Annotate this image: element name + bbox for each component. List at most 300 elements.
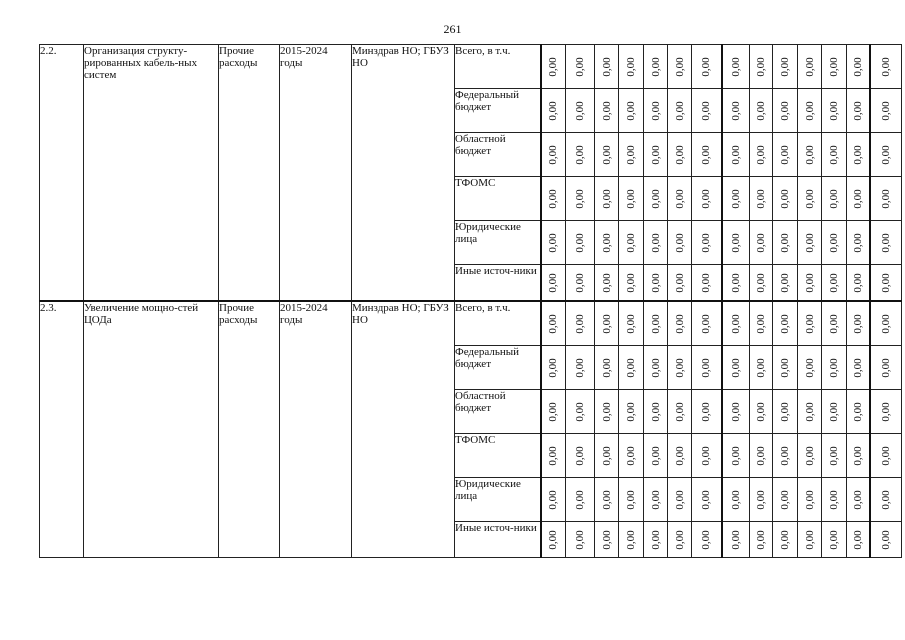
value-text: 0,00 (755, 144, 767, 165)
value-text: 0,00 (673, 100, 686, 121)
value-cell (619, 522, 644, 558)
value-cell (750, 478, 773, 522)
value-cell (822, 434, 847, 478)
funding-source-label: Федеральный бюджет (455, 346, 541, 390)
value-text: 0,00 (547, 56, 560, 77)
value-cell (644, 522, 668, 558)
value-cell (722, 177, 750, 221)
value-text: 0,00 (803, 232, 816, 253)
value-text: 0,00 (851, 232, 864, 253)
value-cell (644, 478, 668, 522)
value-text: 0,00 (700, 100, 713, 121)
value-cell (595, 133, 619, 177)
value-cell (722, 390, 750, 434)
value-cell (566, 89, 595, 133)
value-cell (750, 89, 773, 133)
value-cell (692, 265, 722, 302)
value-text: 0,00 (879, 489, 892, 510)
value-text: 0,00 (755, 529, 767, 550)
value-cell (750, 221, 773, 265)
funding-source-label: Иные источ-ники (455, 522, 541, 558)
measure-number: 2.3. (40, 301, 84, 558)
value-text: 0,00 (828, 357, 840, 378)
value-cell (773, 434, 798, 478)
value-cell (822, 133, 847, 177)
value-cell (595, 221, 619, 265)
value-cell (692, 177, 722, 221)
value-cell (798, 434, 822, 478)
value-text: 0,00 (729, 401, 742, 422)
value-text: 0,00 (828, 56, 840, 77)
value-text: 0,00 (879, 529, 892, 550)
value-cell (644, 301, 668, 346)
value-cell (541, 301, 566, 346)
value-cell (541, 89, 566, 133)
value-text: 0,00 (600, 232, 613, 253)
value-text: 0,00 (851, 401, 864, 422)
value-cell (847, 45, 870, 89)
value-cell (692, 478, 722, 522)
value-text: 0,00 (673, 357, 686, 378)
value-cell (644, 434, 668, 478)
value-cell (773, 221, 798, 265)
value-text: 0,00 (729, 232, 742, 253)
funding-source-label: Всего, в т.ч. (455, 301, 541, 346)
value-cell (644, 221, 668, 265)
value-text: 0,00 (879, 100, 892, 121)
value-cell (750, 265, 773, 302)
measure-executor: Минздрав НО; ГБУЗ НО (352, 301, 455, 558)
value-cell (822, 478, 847, 522)
value-cell (541, 221, 566, 265)
value-text: 0,00 (649, 489, 662, 510)
value-cell (668, 522, 692, 558)
value-cell (822, 221, 847, 265)
value-cell (595, 177, 619, 221)
value-cell (541, 177, 566, 221)
value-cell (619, 265, 644, 302)
value-text: 0,00 (779, 56, 791, 77)
value-cell (722, 434, 750, 478)
value-text: 0,00 (729, 100, 742, 121)
value-cell (798, 221, 822, 265)
value-text: 0,00 (755, 272, 767, 293)
value-text: 0,00 (547, 100, 560, 121)
value-cell (722, 301, 750, 346)
value-text: 0,00 (779, 188, 791, 209)
funding-source-label: Всего, в т.ч. (455, 45, 541, 89)
value-cell (870, 434, 902, 478)
value-cell (722, 265, 750, 302)
value-cell (722, 522, 750, 558)
value-text: 0,00 (851, 56, 864, 77)
value-cell (692, 89, 722, 133)
value-text: 0,00 (600, 445, 613, 466)
value-cell (847, 390, 870, 434)
table-row (40, 45, 902, 89)
value-text: 0,00 (625, 445, 637, 466)
value-text: 0,00 (574, 489, 586, 510)
value-cell (692, 301, 722, 346)
value-text: 0,00 (779, 401, 791, 422)
value-cell (541, 346, 566, 390)
value-text: 0,00 (803, 272, 816, 293)
value-text: 0,00 (625, 232, 637, 253)
value-text: 0,00 (673, 272, 686, 293)
value-cell (773, 301, 798, 346)
value-cell (566, 346, 595, 390)
value-text: 0,00 (649, 357, 662, 378)
value-text: 0,00 (574, 529, 586, 550)
value-text: 0,00 (755, 100, 767, 121)
value-text: 0,00 (828, 529, 840, 550)
value-text: 0,00 (828, 445, 840, 466)
value-text: 0,00 (547, 489, 560, 510)
measure-expense-type: Прочие расходы (219, 45, 280, 302)
value-text: 0,00 (779, 445, 791, 466)
value-cell (870, 177, 902, 221)
value-cell (822, 89, 847, 133)
value-text: 0,00 (600, 401, 613, 422)
value-cell (692, 221, 722, 265)
value-cell (798, 89, 822, 133)
value-text: 0,00 (574, 357, 586, 378)
funding-source-label: Юридические лица (455, 221, 541, 265)
value-cell (722, 346, 750, 390)
value-text: 0,00 (700, 357, 713, 378)
value-text: 0,00 (600, 272, 613, 293)
value-text: 0,00 (625, 401, 637, 422)
value-text: 0,00 (673, 529, 686, 550)
value-text: 0,00 (803, 313, 816, 334)
value-cell (566, 434, 595, 478)
value-text: 0,00 (600, 100, 613, 121)
value-cell (722, 45, 750, 89)
value-text: 0,00 (803, 188, 816, 209)
value-text: 0,00 (879, 445, 892, 466)
value-cell (722, 133, 750, 177)
table-row (40, 301, 902, 346)
value-text: 0,00 (879, 272, 892, 293)
value-text: 0,00 (828, 100, 840, 121)
value-text: 0,00 (625, 100, 637, 121)
value-text: 0,00 (729, 144, 742, 165)
value-cell (847, 478, 870, 522)
value-cell (668, 434, 692, 478)
measure-name: Увеличение мощно-стей ЦОДа (84, 301, 219, 558)
value-cell (750, 346, 773, 390)
value-cell (668, 478, 692, 522)
value-text: 0,00 (803, 144, 816, 165)
value-text: 0,00 (779, 357, 791, 378)
value-text: 0,00 (600, 56, 613, 77)
value-text: 0,00 (547, 357, 560, 378)
value-text: 0,00 (828, 232, 840, 253)
value-cell (798, 177, 822, 221)
value-cell (619, 478, 644, 522)
value-text: 0,00 (851, 357, 864, 378)
funding-source-label: ТФОМС (455, 177, 541, 221)
value-text: 0,00 (879, 144, 892, 165)
value-text: 0,00 (755, 188, 767, 209)
value-cell (566, 301, 595, 346)
value-text: 0,00 (779, 529, 791, 550)
value-text: 0,00 (600, 489, 613, 510)
measure-name: Организация структу-рированных кабель-ных систем (84, 45, 219, 302)
value-cell (798, 522, 822, 558)
value-cell (595, 45, 619, 89)
value-cell (847, 346, 870, 390)
value-cell (668, 301, 692, 346)
value-text: 0,00 (600, 144, 613, 165)
value-cell (619, 434, 644, 478)
value-cell (870, 221, 902, 265)
value-cell (541, 390, 566, 434)
value-text: 0,00 (828, 144, 840, 165)
value-cell (566, 221, 595, 265)
value-text: 0,00 (828, 313, 840, 334)
value-cell (847, 522, 870, 558)
measure-period: 2015-2024 годы (280, 301, 352, 558)
value-cell (644, 390, 668, 434)
value-cell (692, 390, 722, 434)
value-cell (750, 522, 773, 558)
value-cell (595, 478, 619, 522)
value-cell (566, 390, 595, 434)
value-text: 0,00 (879, 313, 892, 334)
value-text: 0,00 (779, 232, 791, 253)
value-cell (870, 301, 902, 346)
value-cell (668, 45, 692, 89)
value-text: 0,00 (547, 401, 560, 422)
value-text: 0,00 (673, 313, 686, 334)
value-text: 0,00 (673, 489, 686, 510)
value-text: 0,00 (851, 100, 864, 121)
value-cell (619, 133, 644, 177)
value-cell (847, 89, 870, 133)
value-cell (798, 265, 822, 302)
value-text: 0,00 (828, 188, 840, 209)
value-text: 0,00 (700, 445, 713, 466)
measure-executor: Минздрав НО; ГБУЗ НО (352, 45, 455, 302)
value-text: 0,00 (755, 56, 767, 77)
value-text: 0,00 (700, 272, 713, 293)
value-text: 0,00 (729, 445, 742, 466)
value-cell (595, 390, 619, 434)
value-cell (541, 434, 566, 478)
value-cell (847, 434, 870, 478)
value-cell (541, 265, 566, 302)
value-cell (692, 45, 722, 89)
value-text: 0,00 (574, 445, 586, 466)
value-text: 0,00 (779, 313, 791, 334)
value-cell (566, 177, 595, 221)
value-cell (798, 45, 822, 89)
value-text: 0,00 (803, 357, 816, 378)
value-cell (541, 45, 566, 89)
value-text: 0,00 (574, 232, 586, 253)
value-text: 0,00 (803, 56, 816, 77)
value-cell (773, 522, 798, 558)
value-text: 0,00 (700, 144, 713, 165)
value-cell (773, 346, 798, 390)
value-cell (870, 89, 902, 133)
measure-expense-type: Прочие расходы (219, 301, 280, 558)
value-cell (870, 390, 902, 434)
value-text: 0,00 (547, 232, 560, 253)
value-text: 0,00 (700, 188, 713, 209)
value-text: 0,00 (700, 489, 713, 510)
value-text: 0,00 (673, 401, 686, 422)
value-cell (668, 265, 692, 302)
value-cell (619, 301, 644, 346)
value-text: 0,00 (879, 188, 892, 209)
value-text: 0,00 (803, 401, 816, 422)
value-text: 0,00 (779, 144, 791, 165)
funding-source-label: Областной бюджет (455, 133, 541, 177)
value-text: 0,00 (625, 357, 637, 378)
value-cell (798, 301, 822, 346)
value-text: 0,00 (547, 313, 560, 334)
value-cell (822, 346, 847, 390)
value-text: 0,00 (879, 56, 892, 77)
value-cell (692, 522, 722, 558)
value-cell (595, 434, 619, 478)
value-text: 0,00 (700, 529, 713, 550)
value-text: 0,00 (649, 188, 662, 209)
value-cell (798, 133, 822, 177)
value-text: 0,00 (700, 232, 713, 253)
value-text: 0,00 (649, 313, 662, 334)
value-cell (668, 133, 692, 177)
value-cell (644, 45, 668, 89)
value-text: 0,00 (625, 489, 637, 510)
value-text: 0,00 (700, 56, 713, 77)
value-text: 0,00 (828, 401, 840, 422)
value-text: 0,00 (755, 445, 767, 466)
value-text: 0,00 (574, 272, 586, 293)
value-cell (870, 45, 902, 89)
value-text: 0,00 (803, 529, 816, 550)
value-cell (668, 346, 692, 390)
value-text: 0,00 (574, 188, 586, 209)
value-cell (773, 89, 798, 133)
value-text: 0,00 (803, 445, 816, 466)
value-cell (870, 478, 902, 522)
value-cell (619, 346, 644, 390)
value-cell (722, 89, 750, 133)
funding-source-label: Иные источ-ники (455, 265, 541, 302)
value-cell (798, 346, 822, 390)
value-text: 0,00 (755, 313, 767, 334)
value-text: 0,00 (574, 313, 586, 334)
value-cell (668, 221, 692, 265)
value-text: 0,00 (828, 489, 840, 510)
value-cell (750, 390, 773, 434)
value-text: 0,00 (851, 489, 864, 510)
value-cell (566, 133, 595, 177)
value-cell (644, 177, 668, 221)
value-cell (773, 133, 798, 177)
value-cell (750, 434, 773, 478)
value-cell (668, 89, 692, 133)
value-text: 0,00 (851, 272, 864, 293)
value-cell (595, 265, 619, 302)
value-text: 0,00 (600, 529, 613, 550)
value-cell (541, 478, 566, 522)
value-text: 0,00 (673, 144, 686, 165)
value-text: 0,00 (625, 188, 637, 209)
value-cell (692, 346, 722, 390)
value-text: 0,00 (649, 272, 662, 293)
value-cell (822, 177, 847, 221)
value-text: 0,00 (600, 188, 613, 209)
value-text: 0,00 (851, 188, 864, 209)
value-text: 0,00 (600, 357, 613, 378)
value-cell (644, 346, 668, 390)
value-text: 0,00 (729, 357, 742, 378)
funding-source-label: Областной бюджет (455, 390, 541, 434)
value-text: 0,00 (755, 357, 767, 378)
value-cell (870, 346, 902, 390)
value-cell (798, 478, 822, 522)
value-cell (847, 265, 870, 302)
value-text: 0,00 (779, 100, 791, 121)
value-text: 0,00 (828, 272, 840, 293)
measure-period: 2015-2024 годы (280, 45, 352, 302)
value-cell (847, 221, 870, 265)
value-text: 0,00 (649, 100, 662, 121)
value-cell (773, 390, 798, 434)
value-text: 0,00 (729, 188, 742, 209)
value-cell (644, 133, 668, 177)
value-cell (773, 45, 798, 89)
value-text: 0,00 (700, 401, 713, 422)
value-text: 0,00 (755, 232, 767, 253)
value-text: 0,00 (851, 445, 864, 466)
measure-number: 2.2. (40, 45, 84, 302)
value-text: 0,00 (649, 232, 662, 253)
value-text: 0,00 (851, 144, 864, 165)
value-text: 0,00 (574, 144, 586, 165)
value-text: 0,00 (803, 489, 816, 510)
value-text: 0,00 (779, 489, 791, 510)
funding-source-label: Федеральный бюджет (455, 89, 541, 133)
value-cell (619, 390, 644, 434)
value-text: 0,00 (851, 313, 864, 334)
value-text: 0,00 (625, 56, 637, 77)
page-number: 261 (443, 22, 462, 36)
value-cell (692, 133, 722, 177)
value-cell (773, 478, 798, 522)
value-text: 0,00 (755, 401, 767, 422)
value-text: 0,00 (700, 313, 713, 334)
value-text: 0,00 (779, 272, 791, 293)
value-cell (822, 45, 847, 89)
value-text: 0,00 (673, 188, 686, 209)
value-cell (847, 301, 870, 346)
value-text: 0,00 (574, 100, 586, 121)
value-cell (541, 133, 566, 177)
value-cell (619, 177, 644, 221)
value-cell (595, 522, 619, 558)
financing-table (39, 44, 902, 558)
value-cell (668, 390, 692, 434)
value-cell (644, 89, 668, 133)
value-cell (750, 177, 773, 221)
value-text: 0,00 (547, 144, 560, 165)
value-cell (750, 45, 773, 89)
